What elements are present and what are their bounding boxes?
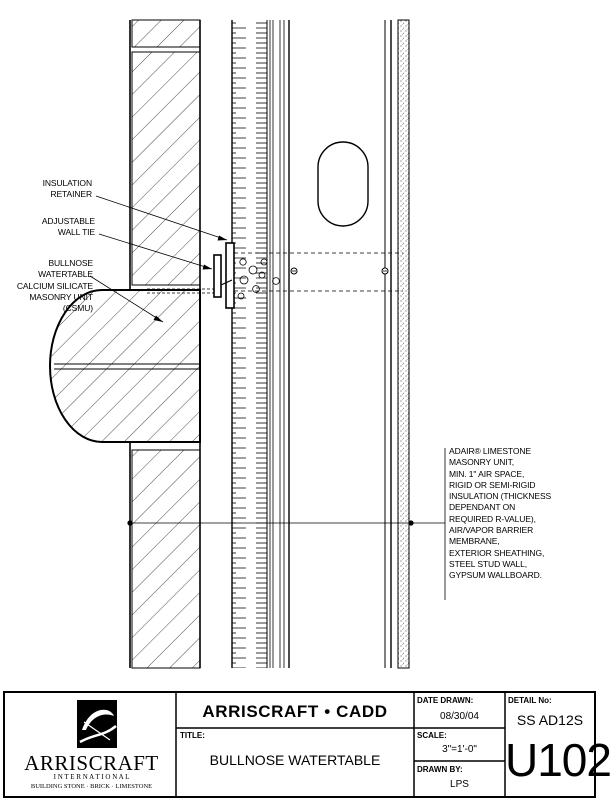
masonry-unit-upper xyxy=(132,20,200,285)
drawing-title: BULLNOSE WATERTABLE xyxy=(209,752,381,768)
scale-label: SCALE: xyxy=(417,731,447,740)
detail-number: U102 xyxy=(505,734,611,786)
date-value: 08/30/04 xyxy=(440,711,479,722)
company-name: ARRISCRAFT • CADD xyxy=(202,702,388,721)
logo-subtitle: I N T E R N A T I O N A L xyxy=(53,773,130,781)
insulation-layer xyxy=(232,20,267,668)
gypsum-wallboard xyxy=(398,20,409,668)
membrane-sheathing xyxy=(270,20,284,668)
title-label: TITLE: xyxy=(180,731,205,740)
callout-wall-assembly: ADAIR® LIMESTONE MASONRY UNIT, MIN. 1" AIR SPACE, RIGID OR SEMI-RIGID INSULATION (THICKNESS DEPENDANT ON REQUIRED R-VALUE), AIR/VAPOR BARRIER MEMBRANE, EXTERIOR SHEATHING, STEEL STUD WALL, GYPSUM WALLBOARD. xyxy=(449,446,552,581)
callout-adjustable-wall-tie: ADJUSTABLE WALL TIE xyxy=(41,216,95,238)
detail-code: SS AD12S xyxy=(516,712,584,728)
detail-no-label: DETAIL No: xyxy=(508,696,552,705)
stud-knockout xyxy=(318,142,368,226)
scale-value: 3"=1'-0" xyxy=(442,744,477,755)
arriscraft-logo-mark xyxy=(77,700,117,748)
drawn-by-label: DRAWN BY: xyxy=(417,765,463,774)
callout-bullnose-unit: BULLNOSE WATERTABLE CALCIUM SILICATE MASONRY UNIT (CSMU) xyxy=(16,258,93,314)
drawn-by-value: LPS xyxy=(450,779,469,790)
masonry-unit-lower xyxy=(132,450,200,668)
logo-name: ARRISCRAFT xyxy=(24,751,159,775)
steel-stud xyxy=(289,20,391,668)
date-label: DATE DRAWN: xyxy=(417,696,474,705)
callout-insulation-retainer: INSULATION RETAINER xyxy=(42,178,92,200)
logo-tagline: BUILDING STONE · BRICK · LIMESTONE xyxy=(30,783,153,790)
